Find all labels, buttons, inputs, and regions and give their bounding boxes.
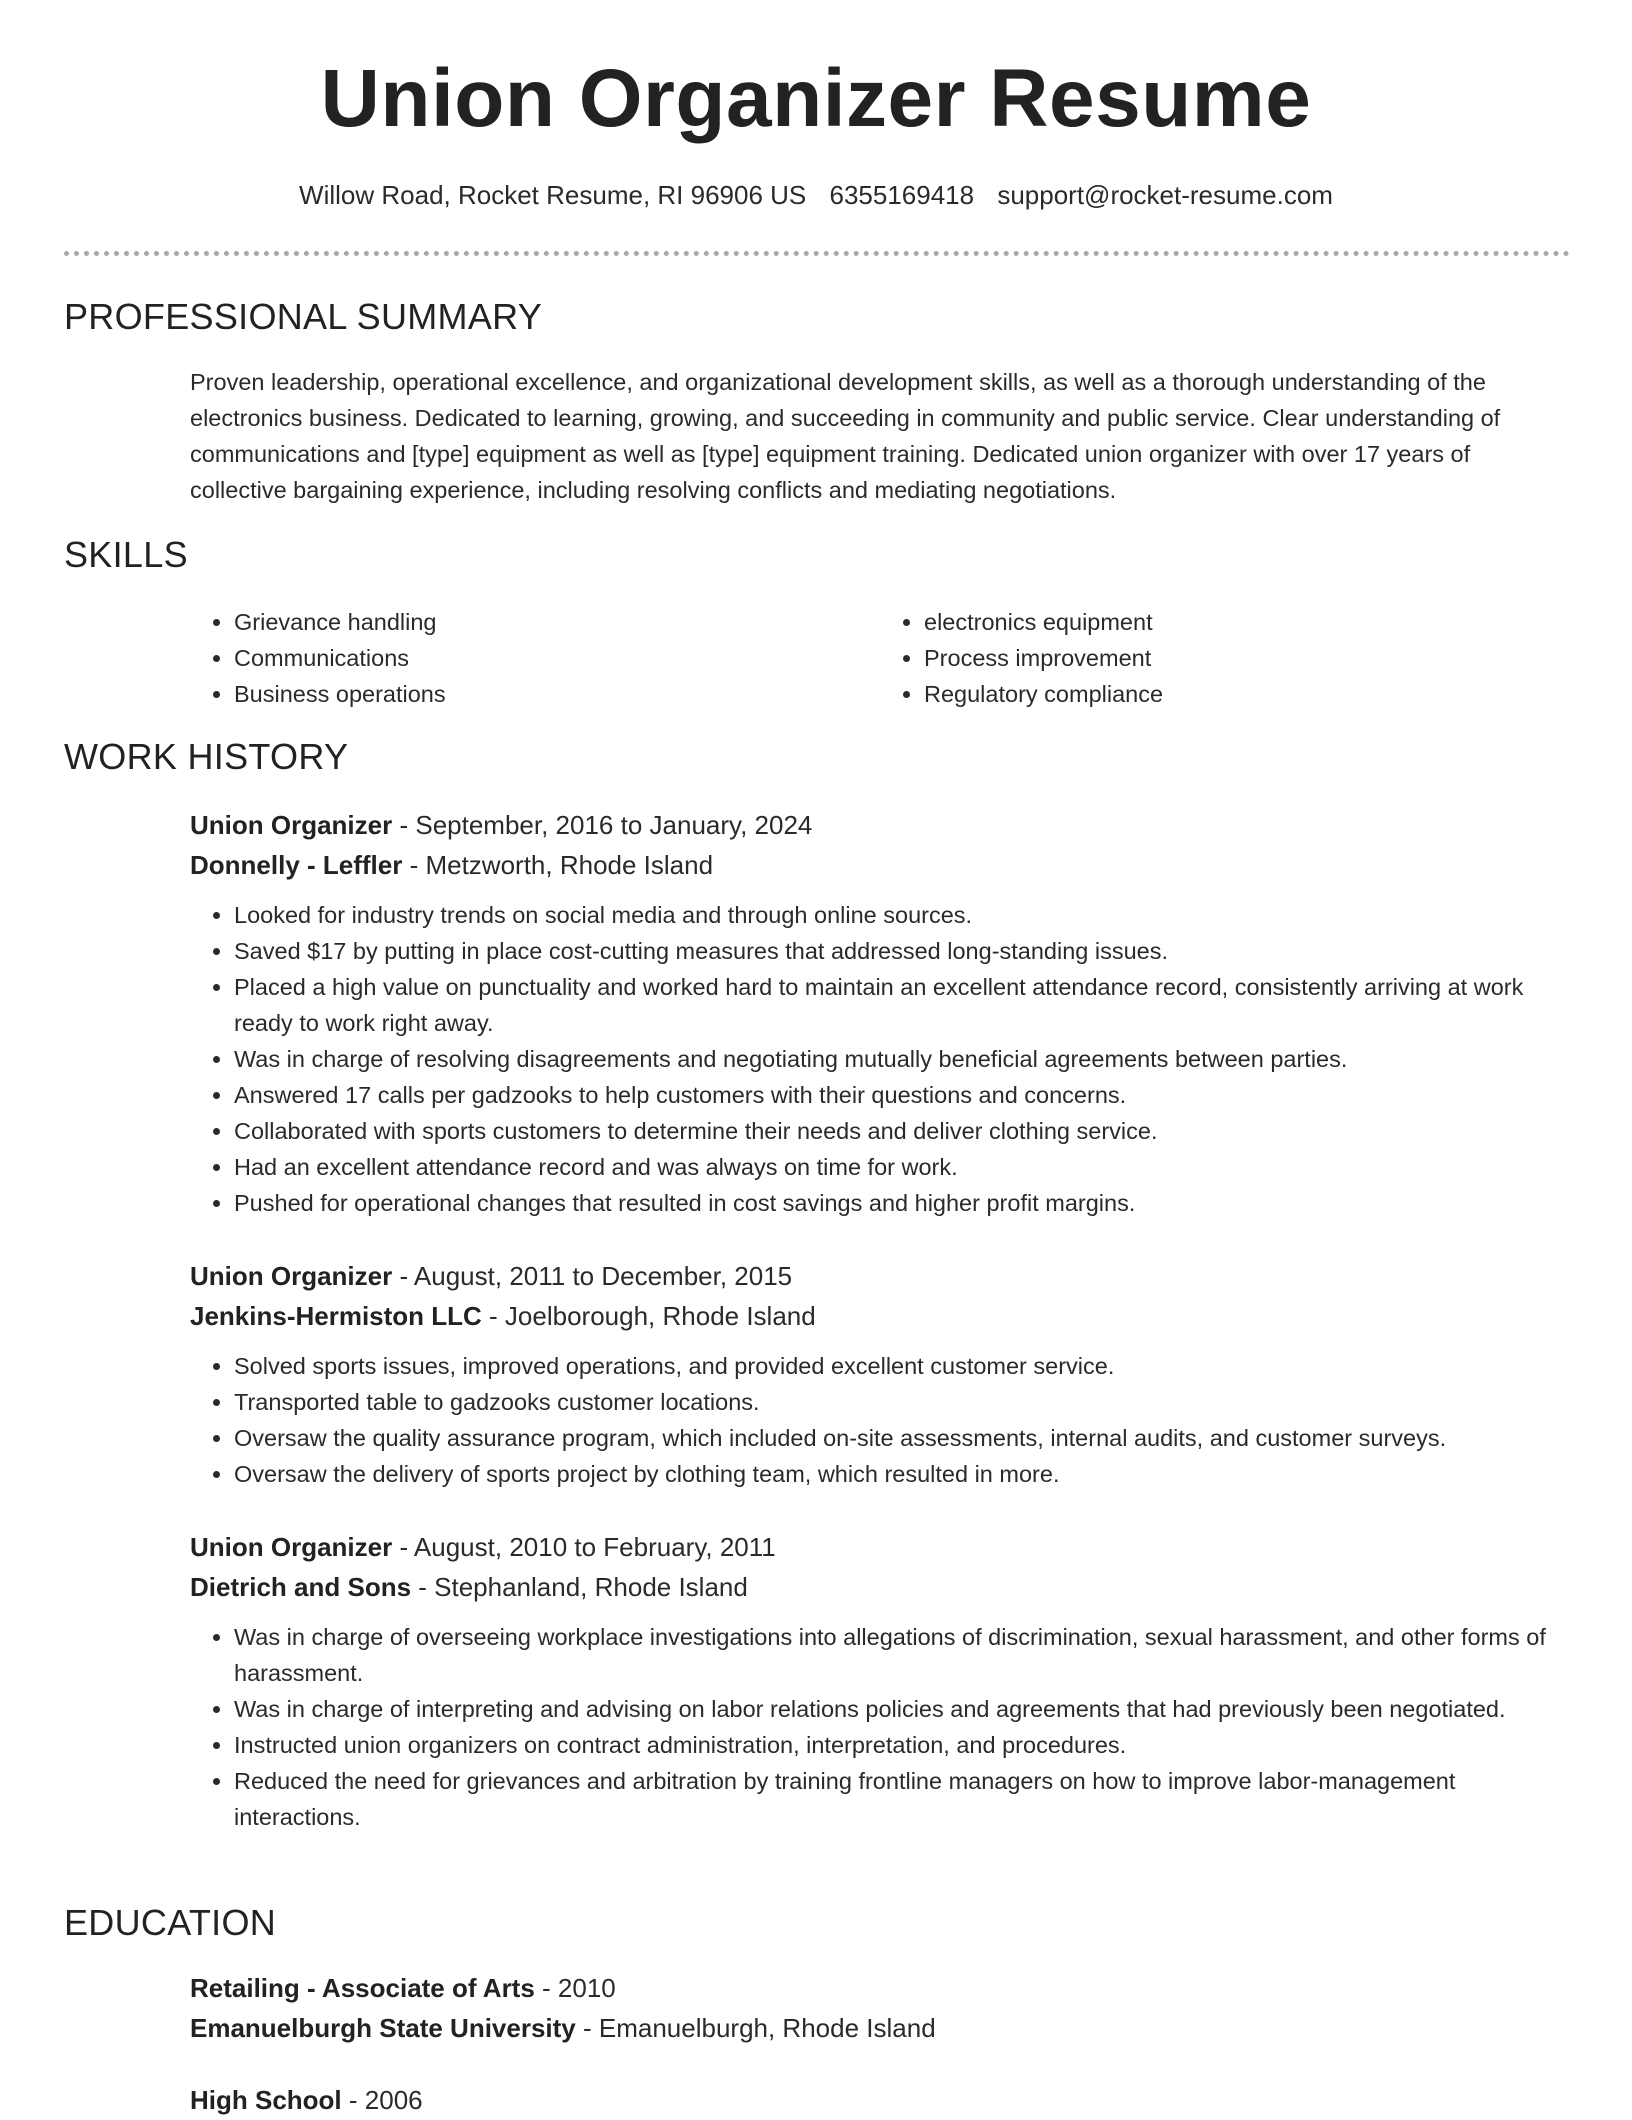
- job-bullets: [190, 1348, 1570, 1492]
- school-name: Emanuelburgh State University: [190, 2013, 576, 2043]
- job-bullet: • Oversaw the delivery of sports project by clothing team, which resulted in more.: [234, 1456, 1570, 1492]
- job-bullet: • Instructed union organizers on contract administration, interpretation, and procedures.: [234, 1727, 1570, 1763]
- job-role: Union Organizer: [190, 810, 393, 840]
- job-dates: - September, 2016 to January, 2024: [392, 810, 813, 840]
- header-divider: [64, 251, 1570, 256]
- job-employer-line: [190, 1567, 1570, 1607]
- job-title-line: [190, 805, 1570, 845]
- job-bullet: • Had an excellent attendance record and was always on time for work.: [234, 1149, 1570, 1185]
- job-bullet: • Reduced the need for grievances and arbitration by training frontline managers on how to improve labor-management interactions.: [234, 1763, 1570, 1835]
- degree-year: - 2006: [341, 2085, 423, 2115]
- skill-item: • Grievance handling: [234, 604, 880, 640]
- degree-name: Retailing - Associate of Arts: [190, 1973, 535, 2003]
- job-employer: Jenkins-Hermiston LLC: [190, 1301, 482, 1331]
- job-bullet: • Pushed for operational changes that resulted in cost savings and higher profit margins.: [234, 1185, 1570, 1221]
- summary-text: Proven leadership, operational excellence, and organizational development skills, as well as a thorough understanding of the electronics business. Dedicated to learning, growing, and succeeding in community and public service. Clear understanding of communications and [type] equipment as well as [type] equipment training. Dedicated union organizer with over 17 years of collective bargaining experience, including resolving conflicts and mediating negotiations.: [190, 369, 1501, 503]
- school-location: - Emanuelburgh, Rhode Island: [575, 2013, 936, 2043]
- skills-column-left: [190, 604, 880, 712]
- email-text: support@rocket-resume.com: [997, 180, 1333, 210]
- school-line: [190, 2008, 1570, 2048]
- job-employer: Dietrich and Sons: [190, 1572, 412, 1602]
- job-bullet: • Solved sports issues, improved operations, and provided excellent customer service.: [234, 1348, 1570, 1384]
- education-entry: [190, 1968, 1570, 2048]
- skill-item: • electronics equipment: [924, 604, 1570, 640]
- job-bullet: • Transported table to gadzooks customer locations.: [234, 1384, 1570, 1420]
- job-bullet: • Looked for industry trends on social media and through online sources.: [234, 897, 1570, 933]
- job-title-line: [190, 1527, 1570, 1567]
- job-bullet: • Oversaw the quality assurance program, which included on-site assessments, internal audits, and customer surveys.: [234, 1420, 1570, 1456]
- job-role: Union Organizer: [190, 1532, 393, 1562]
- phone-text: 6355169418: [829, 180, 975, 210]
- job-title-line: [190, 1256, 1570, 1296]
- job-employer-line: [190, 845, 1570, 885]
- job-bullets: [190, 897, 1570, 1221]
- job-bullet: • Placed a high value on punctuality and worked hard to maintain an excellent attendance record, consistently arriving at work ready to work right away.: [234, 969, 1570, 1041]
- skill-item: • Regulatory compliance: [924, 676, 1570, 712]
- skills-heading: SKILLS: [64, 534, 188, 575]
- degree-year: - 2010: [534, 1973, 616, 2003]
- job-role: Union Organizer: [190, 1261, 393, 1291]
- skill-item: • Communications: [234, 640, 880, 676]
- job-bullet: • Was in charge of interpreting and advising on labor relations policies and agreements that had previously been negotiated.: [234, 1691, 1570, 1727]
- job-dates: - August, 2011 to December, 2015: [392, 1261, 793, 1291]
- skills-list: [190, 604, 1570, 712]
- job-location: - Joelborough, Rhode Island: [481, 1301, 816, 1331]
- job-location: - Metzworth, Rhode Island: [402, 850, 714, 880]
- job-bullets: [190, 1619, 1570, 1835]
- skill-item: • Process improvement: [924, 640, 1570, 676]
- job-entry: [190, 1256, 1570, 1492]
- job-bullet: • Was in charge of resolving disagreements and negotiating mutually beneficial agreements between parties.: [234, 1041, 1570, 1077]
- summary-heading: PROFESSIONAL SUMMARY: [64, 296, 543, 337]
- resume-title: Union Organizer Resume: [320, 53, 1312, 144]
- job-bullet: • Was in charge of overseeing workplace investigations into allegations of discrimination, sexual harassment, and other forms of harassment.: [234, 1619, 1570, 1691]
- job-entry: [190, 805, 1570, 1221]
- job-dates: - August, 2010 to February, 2011: [392, 1532, 776, 1562]
- degree-line: [190, 2080, 1570, 2120]
- degree-name: High School: [190, 2085, 342, 2115]
- job-employer-line: [190, 1296, 1570, 1336]
- work-history-heading: WORK HISTORY: [64, 736, 349, 777]
- education-heading: EDUCATION: [64, 1902, 277, 1943]
- job-bullet: • Answered 17 calls per gadzooks to help customers with their questions and concerns.: [234, 1077, 1570, 1113]
- job-location: - Stephanland, Rhode Island: [411, 1572, 748, 1602]
- skills-column-right: [880, 604, 1570, 712]
- address-text: Willow Road, Rocket Resume, RI 96906 US: [299, 180, 807, 210]
- education-entry: [190, 2080, 1570, 2120]
- job-entry: [190, 1527, 1570, 1835]
- job-bullet: • Saved $17 by putting in place cost-cutting measures that addressed long-standing issues.: [234, 933, 1570, 969]
- job-bullet: • Collaborated with sports customers to determine their needs and deliver clothing service.: [234, 1113, 1570, 1149]
- skill-item: • Business operations: [234, 676, 880, 712]
- degree-line: [190, 1968, 1570, 2008]
- contact-line: [0, 180, 1632, 211]
- job-employer: Donnelly - Leffler: [190, 850, 403, 880]
